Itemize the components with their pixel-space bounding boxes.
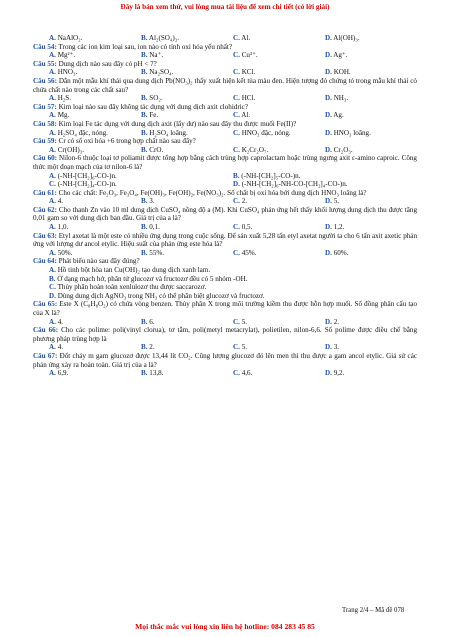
answer-option [233,34,325,43]
option-label: D. [325,94,332,103]
question-text: Cho các chất: Fe₂O₃, Fe₃O₄, Fe(OH)₃, Fe(OH)₂, Fe(NO₃)₂. Số chất bị oxi hóa bởi dung dịch HNO₃ loãng là? [58,188,367,197]
option-text: (-NH-[CH₂]₄-CO-)n. [57,180,117,189]
answer-option [233,197,325,206]
option-label: A. [49,145,56,154]
question-text: Cho thanh Zn vào 10 ml dung dịch CuSO₄ nồng độ a (M). Khi CuSO₄ phản ứng hết thấy khối lượng dung dịch thu được tăng 0,01 gam so với dung dịch ban đầu. Giá trị của a là? [33,205,417,223]
option-text: 13,8. [149,369,164,378]
option-label: A. [49,266,56,275]
option-text: 55%. [149,248,165,257]
option-text: Al₂(SO₄)₃. [148,34,179,42]
option-text: Cr(OH)₃. [57,145,84,154]
answer-options [33,318,417,327]
option-text: Na⁺. [149,51,164,60]
answer-option [49,343,141,352]
option-text: Dùng dung dịch AgNO₃ trong NH₃ có thể phân biệt glucozơ và fructozơ. [57,291,265,300]
answer-option [49,292,417,301]
option-text: Thủy phân hoàn toàn xenlulozơ thu được saccarozơ. [57,283,207,292]
answer-option [49,94,141,103]
option-label: A. [49,223,56,232]
answer-option [233,223,325,232]
option-text: Cr₂O₃. [333,145,353,154]
answer-option [49,369,141,378]
question-block [33,206,417,232]
question-block [33,34,417,43]
option-text: Na₂SO₄. [149,68,174,77]
option-text: 0,1. [149,223,160,232]
option-text: NaAlO₂. [57,34,83,42]
answer-options [33,266,417,300]
question-block [33,154,417,188]
option-text: H₂SO₄ đặc, nóng. [57,128,108,137]
option-label: D. [325,223,332,232]
option-text: 6,9. [57,369,69,378]
option-label: C. [233,68,240,77]
answer-option [325,111,417,120]
option-text: Al(OH)₃. [333,34,360,42]
option-label: C. [233,111,240,120]
answer-option [141,34,233,43]
question-number: Câu 64: [33,257,57,266]
option-label: B. [141,145,148,154]
answer-option [49,111,141,120]
option-label: C. [233,128,240,137]
option-text: HCl. [241,94,256,103]
option-label: D. [325,34,332,42]
question-stem [33,232,417,249]
option-text: Al. [241,34,251,42]
option-text: 3. [333,343,340,352]
option-label: C. [233,145,240,154]
question-block [33,189,417,206]
option-label: C. [233,248,240,257]
option-label: D. [325,197,332,206]
option-label: D. [325,51,332,60]
question-text: Cho các polime: poli(vinyl clorua), tơ tằm, poli(metyl metacrylat), polietilen, nilon-6,6. Số polime được điều chế bằng phương pháp trùng hợp là [33,326,417,343]
option-text: KOH. [333,68,351,77]
answer-option [141,146,233,155]
option-label: B. [141,197,148,206]
question-list [33,34,417,378]
question-stem [33,154,417,171]
answer-option [233,369,325,378]
question-number: Câu 65: [33,300,58,309]
question-stem [33,206,417,223]
option-label: B. [49,274,56,283]
question-text: Dung dịch nào sau đây có pH < 7? [58,59,157,68]
answer-options [33,94,417,103]
answer-option [49,197,141,206]
option-label: A. [49,128,56,137]
option-text: Mg. [57,111,70,120]
option-label: B. [233,171,240,180]
option-text: 60%. [333,248,349,257]
question-number: Câu 67: [33,351,58,360]
question-block [33,77,417,103]
option-text: 6. [149,317,155,326]
option-label: D. [325,317,332,326]
answer-option [49,223,141,232]
question-text: Dẫn một mẫu khí thải qua dung dịch Pb(NO₃)₂ thấy xuất hiện kết tủa màu đen. Hiện tượng đó chứng tỏ trong mẫu khí thải có chứa chất nào trong các chất sau? [33,76,417,94]
answer-option [49,318,141,327]
option-label: C. [49,180,56,189]
option-label: A. [49,369,56,378]
option-label: C. [233,223,240,232]
option-text: 2. [149,343,155,352]
answer-option [233,68,325,77]
option-text: NH₃. [333,94,349,103]
option-label: C. [233,197,240,206]
hotline-banner: Mọi thắc mắc vui lòng xin liên hệ hotline: 084 283 45 85 [135,622,315,631]
option-text: HNO₃. [57,68,78,77]
answer-option [141,94,233,103]
option-text: Hồ tinh bột hòa tan Cu(OH)₂ tạo dung dịch xanh lam. [57,266,211,275]
option-text: 1,0. [57,223,69,232]
answer-option [49,180,233,189]
option-label: A. [49,34,56,42]
option-text: Ag⁺. [333,51,348,60]
option-label: B. [141,68,148,77]
answer-option [233,146,325,155]
question-text: Kim loại Fe tác dụng với dung dịch axit (lấy dư) nào sau đây thu được muối Fe(II)? [58,119,297,128]
option-label: B. [141,94,148,103]
option-label: C. [233,343,240,352]
option-label: A. [49,343,56,352]
answer-option [141,318,233,327]
option-label: D. [233,180,240,189]
option-label: D. [49,291,56,300]
option-text: 9,2. [333,369,345,378]
answer-option [233,343,325,352]
answer-option [325,34,417,43]
answer-options [33,51,417,60]
question-text: Trong các ion kim loại sau, ion nào có tính oxi hóa yếu nhất? [58,42,233,51]
option-label: A. [49,111,56,120]
answer-options [33,223,417,232]
option-label: D. [325,369,332,378]
question-number: Câu 66: [33,326,59,335]
question-stem [33,326,417,343]
question-number: Câu 57: [33,102,57,111]
question-block [33,43,417,60]
option-text: KCl. [241,68,256,77]
answer-option [233,249,325,258]
answer-option [325,197,417,206]
answer-options [33,68,417,77]
answer-options [33,197,417,206]
answer-option [233,51,325,60]
option-text: HNO₃ loãng. [333,128,371,137]
answer-options [33,146,417,155]
question-block [33,300,417,326]
option-text: 1,2. [333,223,345,232]
option-text: H₂SO₄ loãng. [149,128,188,137]
question-stem [33,137,417,146]
answer-option [233,129,325,138]
answer-option [49,51,141,60]
answer-option [325,223,417,232]
option-text: 5. [241,317,248,326]
answer-option [233,94,325,103]
answer-option [233,180,417,189]
answer-option [141,129,233,138]
answer-option [325,129,417,138]
option-label: B. [141,317,148,326]
option-label: D. [325,248,332,257]
answer-option [141,223,233,232]
question-stem [33,120,417,129]
question-block [33,257,417,300]
answer-option [141,111,233,120]
answer-option [49,275,417,284]
page-footer: Trang 2/4 – Mã đề 078 [342,607,405,614]
answer-option [49,146,141,155]
option-label: C. [233,94,240,103]
question-stem [33,352,417,369]
option-text: 2. [333,317,340,326]
answer-option [141,249,233,258]
answer-options [33,129,417,138]
answer-option [49,283,417,292]
answer-option [233,172,417,181]
option-text: 4. [57,317,64,326]
answer-option [325,369,417,378]
answer-option [325,249,417,258]
answer-option [233,111,325,120]
answer-options [33,249,417,258]
question-block [33,232,417,258]
option-text: 4. [57,197,64,206]
option-text: 2. [241,197,248,206]
question-stem [33,77,417,94]
option-label: C. [49,283,56,292]
question-block [33,326,417,352]
question-number: Câu 58: [33,119,57,128]
option-text: 4. [57,343,64,352]
question-block [33,352,417,378]
option-text: H₂S. [57,94,72,103]
answer-options [33,369,417,378]
option-text: 45%. [241,248,257,257]
answer-option [141,68,233,77]
question-stem [33,43,417,52]
option-label: A. [49,94,56,103]
question-stem [33,257,417,266]
answer-option [49,129,141,138]
answer-option [325,146,417,155]
question-text: Cr có số oxi hóa +6 trong hợp chất nào sau đây? [58,137,196,146]
option-text: Ở dạng mạch hở, phân tử glucozơ và fructozơ đều có 5 nhóm -OH. [57,274,248,283]
question-number: Câu 62: [33,205,57,214]
answer-options [33,111,417,120]
option-text: K₂Cr₂O₇. [241,145,269,154]
option-label: C. [233,317,240,326]
question-stem [33,189,417,198]
option-text: Ag. [333,111,344,120]
option-text: Mg²⁺. [57,51,76,60]
question-number: Câu 61: [33,188,57,197]
answer-option [233,318,325,327]
question-number: Câu 63: [33,231,57,240]
answer-option [141,197,233,206]
option-text: Al. [241,111,251,120]
option-text: CrO. [149,145,164,154]
option-text: 3. [149,197,155,206]
option-label: B. [141,343,148,352]
option-label: B. [141,128,148,137]
option-text: 5. [333,197,340,206]
question-text: Đốt cháy m gam glucozơ được 13,44 lít CO₂. Cũng lượng glucozơ đó lên men thì thu được a gam ancol etylic. Giả sử các phản ứng xảy ra hoàn toàn. Giá trị của a là? [33,351,417,369]
option-label: A. [49,51,56,60]
answer-option [49,172,233,181]
answer-option [325,94,417,103]
option-text: 0,5. [241,223,253,232]
question-number: Câu 54: [33,42,57,51]
question-stem [33,60,417,69]
option-text: Cu²⁺. [241,51,258,60]
answer-option [325,68,417,77]
answer-option [49,34,141,43]
question-block [33,137,417,154]
answer-option [141,369,233,378]
option-text: Fe. [149,111,159,120]
option-label: B. [141,111,148,120]
answer-options [33,343,417,352]
option-label: D. [325,145,332,154]
question-number: Câu 59: [33,137,57,146]
question-number: Câu 56: [33,76,57,85]
option-text: 4,6. [241,369,253,378]
option-label: D. [325,68,332,77]
question-block [33,120,417,137]
option-label: A. [49,171,56,180]
answer-option [141,343,233,352]
option-text: 5. [241,343,248,352]
option-label: B. [141,223,148,232]
option-text: (-NH-[CH₂]₅-CO-)n. [241,171,301,180]
option-label: C. [233,369,240,378]
option-label: A. [49,197,56,206]
option-label: D. [325,111,332,120]
question-block [33,103,417,120]
option-text: (-NH-[CH₂]₆-NH-CO-[CH₂]₄-CO-)n. [241,180,348,189]
option-label: A. [49,68,56,77]
option-text: HNO₃ đặc, nóng. [241,128,291,137]
question-stem [33,300,417,317]
option-label: D. [325,343,332,352]
option-label: C. [233,34,240,42]
option-label: A. [49,248,56,257]
question-text: Phát biểu nào sau đây đúng? [58,257,140,266]
question-number: Câu 60: [33,154,58,163]
question-text: Kim loại nào sau đây không tác dụng với dung dịch axit clohidric? [58,102,248,111]
option-text: (-NH-[CH₂]₆-CO-)n. [57,171,117,180]
answer-option [325,318,417,327]
answer-option [141,51,233,60]
option-label: C. [233,51,240,60]
question-text: Nilon-6 thuộc loại tơ poliamit được tổng hợp bằng cách trùng hợp caprolactam hoặc trùng ngưng axit ε-amino caproic. Công thức một đoạn mạch của tơ nilon-6 là? [33,154,417,171]
option-label: B. [141,34,148,42]
answer-option [325,51,417,60]
answer-options [33,34,417,43]
question-number: Câu 55: [33,59,57,68]
preview-banner: Đây là bản xem thử, vui lòng mua tài liệu để xem chi tiết (có lời giải) [120,3,330,11]
answer-options [33,172,417,189]
option-text: 50%. [57,248,73,257]
answer-option [325,343,417,352]
answer-option [49,249,141,258]
answer-option [49,266,417,275]
question-stem [33,103,417,112]
question-block [33,60,417,77]
option-label: D. [325,128,332,137]
question-text: Este X (C₈H₈O₂) có chứa vòng benzen. Thủy phân X trong môi trường kiềm thu được hỗn hợp muối. Số đồng phân cấu tạo của X là? [33,300,417,317]
option-label: B. [141,51,148,60]
answer-option [49,68,141,77]
question-text: Etyl axetat là một este có nhiều ứng dụng trong cuộc sống. Để sản xuất 5,28 tấn etyl axetat người ta cho 6 tấn axit axetic phản ứng với lượng dư ancol etylic. Hiệu suất của phản ứng este hóa là? [33,231,417,249]
option-label: B. [141,248,148,257]
option-label: A. [49,317,56,326]
option-text: SO₂. [149,94,163,103]
option-label: B. [141,369,148,378]
